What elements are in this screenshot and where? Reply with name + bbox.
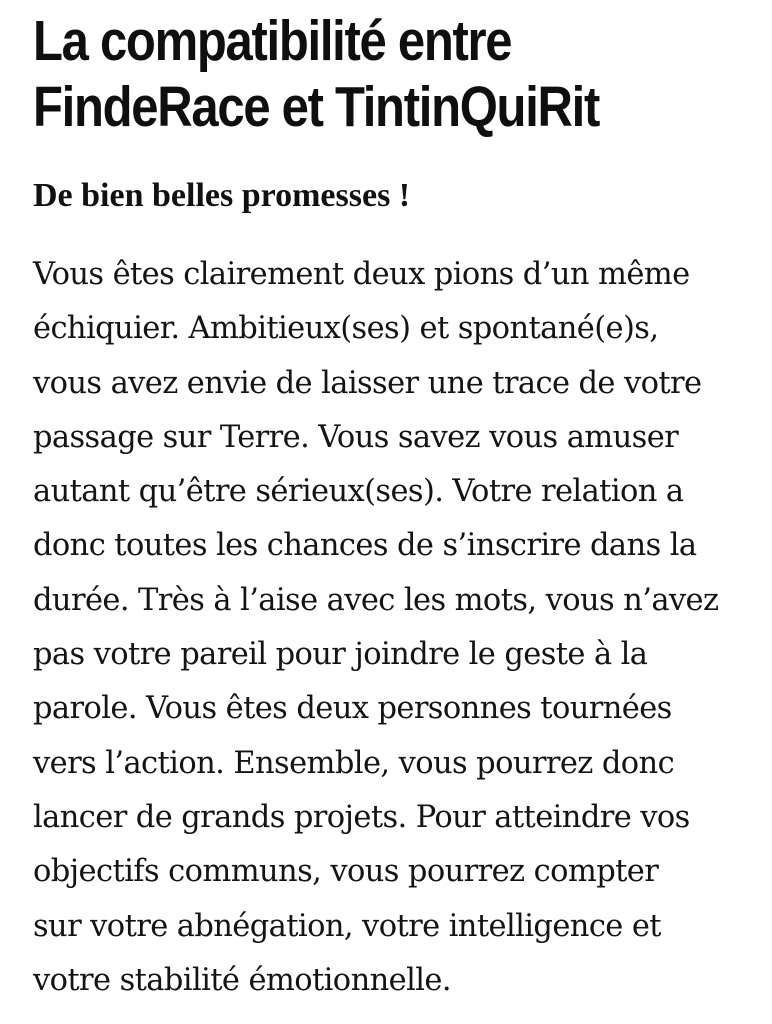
title-line: FindeRace et TintinQuiRit [33, 75, 600, 139]
body-line: pas votre pareil pour joindre le geste à la [33, 637, 648, 673]
title-line: La compatibilité entre [33, 9, 512, 73]
body-line: durée. Très à l’aise avec les mots, vous n’avez [33, 582, 719, 618]
body-line: votre stabilité émotionnelle. [33, 962, 451, 998]
article [33, 8, 753, 1008]
body-line: échiquier. Ambitieux(ses) et spontané(e)s, [33, 311, 659, 347]
body-line: vers l’action. Ensemble, vous pourrez donc [33, 745, 675, 781]
body-line: passage sur Terre. Vous savez vous amuser [33, 419, 679, 455]
body-line: autant qu’être sérieux(ses). Votre relation a [33, 474, 684, 510]
body-line: vous avez envie de laisser une trace de votre [33, 365, 702, 401]
body-line: lancer de grands projets. Pour atteindre vos [33, 799, 690, 835]
article-subtitle: De bien belles promesses ! [33, 177, 411, 214]
body-line: parole. Vous êtes deux personnes tournées [33, 691, 672, 727]
body-line: objectifs communs, vous pourrez compter [33, 854, 659, 890]
article-title [33, 8, 687, 140]
body-line: Vous êtes clairement deux pions d’un même [33, 257, 690, 292]
article-body [33, 248, 753, 1008]
body-line: sur votre abnégation, votre intelligence et [33, 908, 661, 944]
body-line: donc toutes les chances de s’inscrire dans la [33, 528, 697, 564]
